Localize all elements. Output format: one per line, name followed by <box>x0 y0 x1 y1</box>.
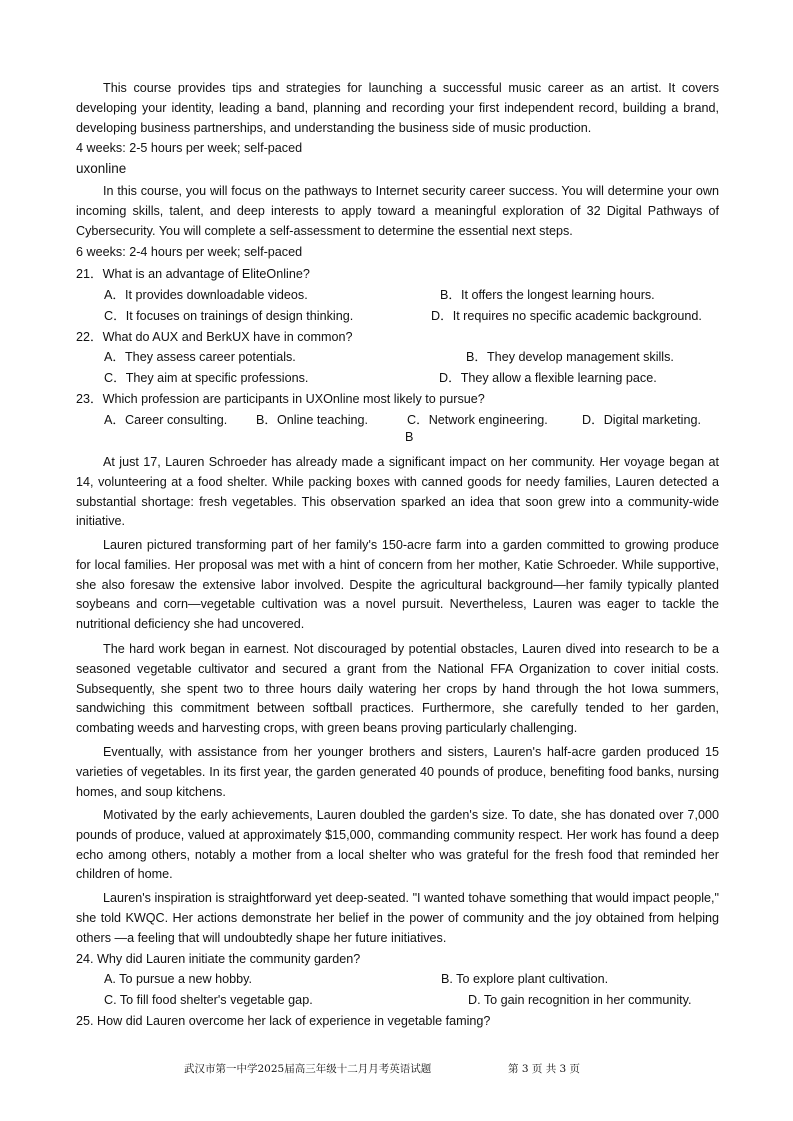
course1-description: This course provides tips and strategies for launching a successful music career as an artist. It covers developing your identity, leading a band, planning and recording your first independent record, building a brand, developing business partnerships, and understanding the business side of music production. <box>76 81 719 135</box>
footer-exam-title: 武汉市第一中学2025届高三年级十二月月考英语试题 <box>184 1063 432 1075</box>
question-21-option-a: A．It provides downloadable videos. <box>104 288 308 302</box>
question-21-stem: 21．What is an advantage of EliteOnline? <box>76 267 310 281</box>
course2-name: uxonline <box>76 161 127 176</box>
course2-meta: 6 weeks: 2-4 hours per week; self-paced <box>76 245 303 259</box>
question-24-option-a: A. To pursue a new hobby. <box>104 972 252 986</box>
question-22-stem: 22．What do AUX and BerkUX have in common? <box>76 330 353 344</box>
question-21-option-c: C．It focuses on trainings of design thinking. <box>104 309 354 323</box>
footer-page-info: 第 3 页 共 3 页 <box>508 1063 581 1075</box>
question-24-stem: 24. Why did Lauren initiate the community garden? <box>76 952 361 966</box>
passage-b-paragraph-5: Motivated by the early achievements, Lauren doubled the garden's size. To date, she has donated over 7,000 pounds of produce, valued at approximately $15,000, commanding community respect. Her work has found a deep echo among others, notably a mother from a local shelter who was grateful for the fresh food that reminded her children of home. <box>76 808 719 882</box>
question-21-option-b: B．It offers the longest learning hours. <box>440 288 655 302</box>
question-22-option-b: B．They develop management skills. <box>466 350 674 364</box>
passage-b-paragraph-4: Eventually, with assistance from her younger brothers and sisters, Lauren's half-acre garden produced 15 varieties of vegetables. In its first year, the garden generated 40 pounds of produce, benefiting food banks, nursing homes, and soup kitchens. <box>76 745 719 799</box>
question-22-option-a: A．They assess career potentials. <box>104 350 296 364</box>
question-23-option-c: C．Network engineering. <box>407 413 548 427</box>
course2-description: In this course, you will focus on the pathways to Internet security career success. You will determine your own incoming skills, talent, and deep interests to apply toward a meaningful exploration of 32 Digital Pathways of Cybersecurity. You will complete a self-assessment to determine the essential next steps. <box>76 184 719 238</box>
question-23-option-d: D．Digital marketing. <box>582 413 701 427</box>
passage-b-paragraph-6: Lauren's inspiration is straightforward yet deep-seated. "I wanted tohave something that would impact people," she told KWQC. Her actions demonstrate her belief in the power of community and the joy obtained from helping others —a feeling that will undoubtedly shape her future initiatives. <box>76 891 719 945</box>
question-25-stem: 25. How did Lauren overcome her lack of experience in vegetable faming? <box>76 1014 491 1028</box>
passage-b-paragraph-1: At just 17, Lauren Schroeder has already made a significant impact on her community. Her voyage began at 14, volunteering at a food shelter. While packing boxes with canned goods for needy families, Lauren detected a substantial shortage: fresh vegetables. This observation sparked an idea that soon grew into a community-wide initiative. <box>76 455 719 529</box>
question-23-stem: 23．Which profession are participants in UXOnline most likely to pursue? <box>76 392 485 406</box>
question-24-option-d: D. To gain recognition in her community. <box>468 993 692 1007</box>
question-21-option-d: D．It requires no specific academic background. <box>431 309 702 323</box>
question-24-option-c: C. To fill food shelter's vegetable gap. <box>104 993 313 1007</box>
course1-meta: 4 weeks: 2-5 hours per week; self-paced <box>76 141 303 155</box>
question-22-option-c: C．They aim at specific professions. <box>104 371 309 385</box>
passage-b-paragraph-3: The hard work began in earnest. Not discouraged by potential obstacles, Lauren dived into research to be a seasoned vegetable cultivator and secured a grant from the National FFA Organization to cover initial costs. Subsequently, she spent two to three hours daily watering her crops by hand through the hot Iowa summers, sandwiching this commitment between softball practices. Furthermore, she carefully tended to her garden, combating weeds and harvesting crops, with green beans proving particularly challenging. <box>76 642 719 736</box>
question-23-option-b: B．Online teaching. <box>256 413 369 427</box>
question-22-option-d: D．They allow a flexible learning pace. <box>439 371 657 385</box>
question-23-option-a: A．Career consulting. <box>104 413 228 427</box>
question-24-option-b: B. To explore plant cultivation. <box>441 972 609 986</box>
stray-answer-mark: B <box>405 430 414 444</box>
passage-b-paragraph-2: Lauren pictured transforming part of her family's 150-acre farm into a garden committed to growing produce for local families. Her proposal was met with a hint of concern from her mother, Katie Schroeder. While supportive, she also foresaw the extensive labor involved. Despite the agricultural background—her family typically planted soybeans and corn—vegetable cultivation was a novel pursuit. Nevertheless, Lauren was eager to tackle the nutritional deficiency she had uncovered. <box>76 538 719 632</box>
